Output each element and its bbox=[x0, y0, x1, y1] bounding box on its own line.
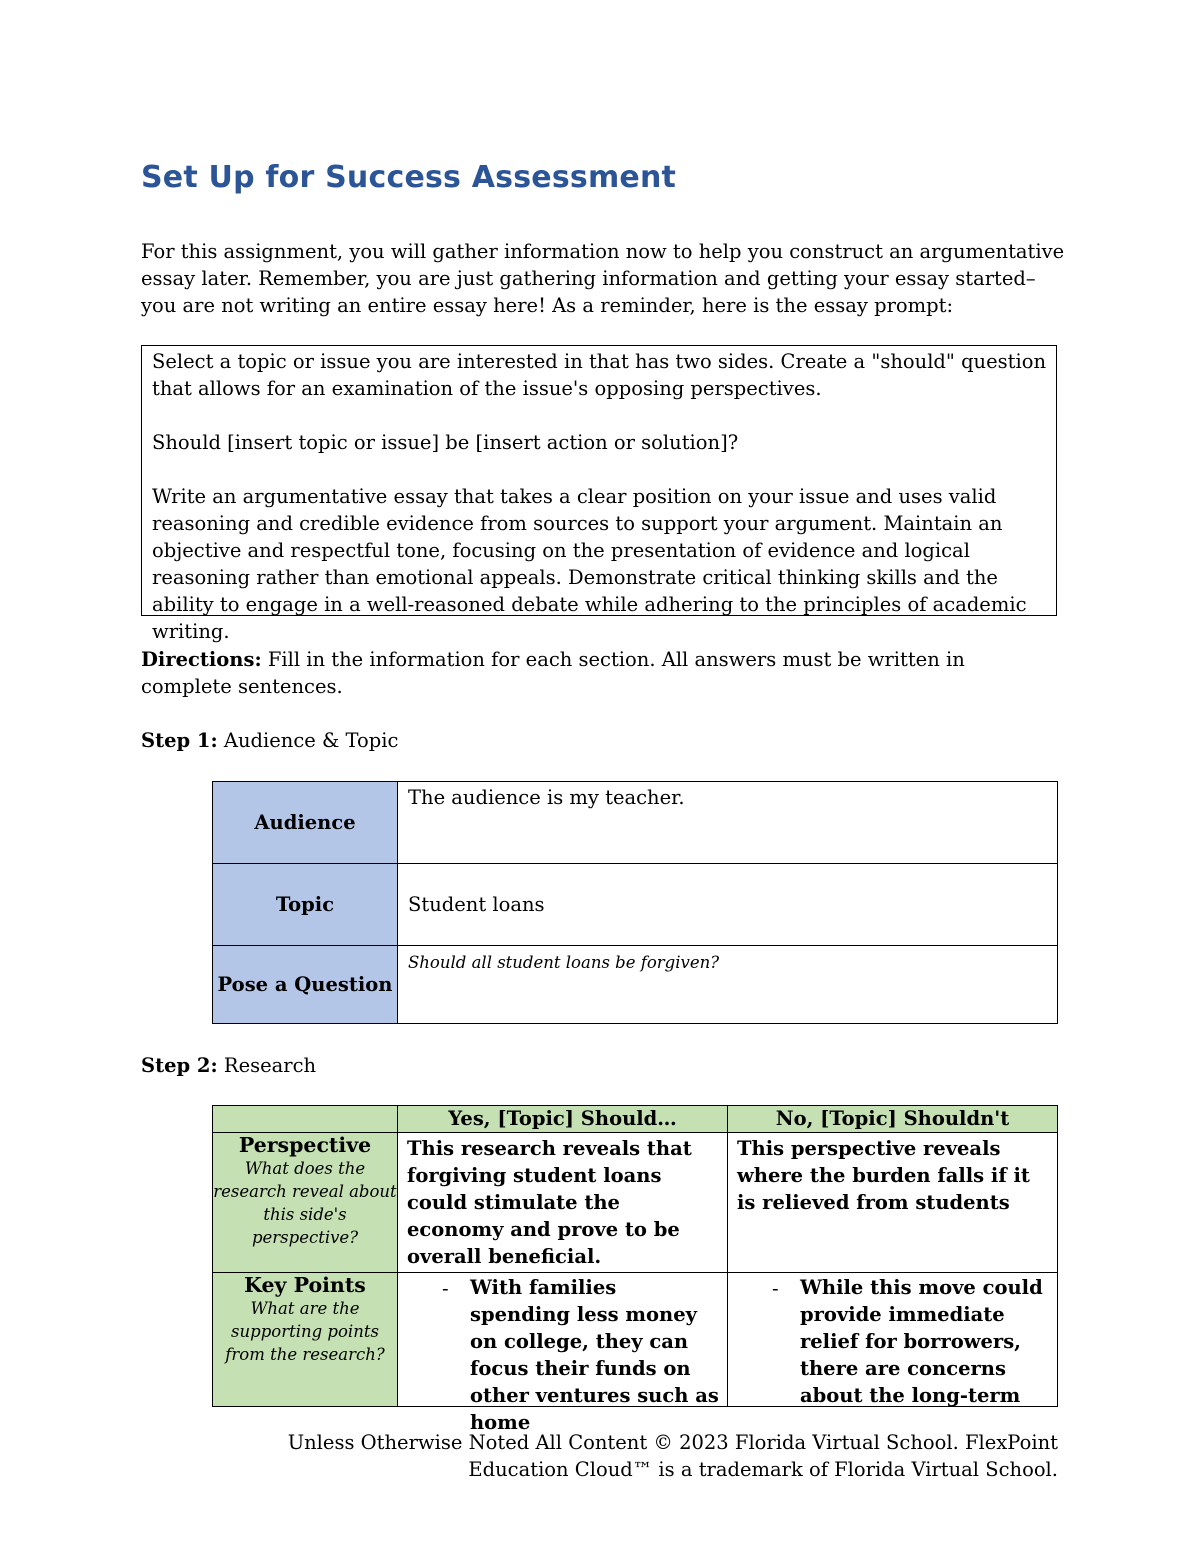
audience-label: Audience bbox=[213, 782, 398, 864]
perspective-yes-field[interactable]: This research reveals that forgiving student loans could stimulate the economy and prove to be overall beneficial. bbox=[398, 1133, 728, 1273]
key-points-subtitle: What are the supporting points from the research? bbox=[225, 1299, 385, 1364]
audience-field[interactable]: The audience is my teacher. bbox=[398, 782, 1058, 864]
bullet-dash: - bbox=[772, 1277, 779, 1300]
key-points-title: Key Points bbox=[244, 1273, 366, 1297]
header-blank-cell bbox=[213, 1106, 398, 1133]
perspective-title: Perspective bbox=[238, 1133, 372, 1157]
key-points-yes-text: With families spending less money on college, they can focus their funds on other ventures such as home bbox=[470, 1276, 719, 1434]
directions-label: Directions: bbox=[141, 648, 262, 671]
question-label: Pose a Question bbox=[213, 946, 398, 1024]
table-row-topic bbox=[213, 864, 1058, 946]
header-yes: Yes, [Topic] Should… bbox=[398, 1106, 728, 1133]
key-points-yes-field[interactable] bbox=[398, 1273, 728, 1434]
copyright-footer: Unless Otherwise Noted All Content © 2023 Florida Virtual School. FlexPoint Education Cloud™ is a trademark of Florida Virtual School. bbox=[287, 1431, 1058, 1481]
key-points-yes-item bbox=[398, 1273, 727, 1434]
perspective-row bbox=[213, 1133, 1058, 1273]
prompt-paragraph-1: Select a topic or issue you are interested in that has two sides. Create a "should" question that allows for an examination of the issue's opposing perspectives. bbox=[152, 350, 1047, 400]
step2-heading bbox=[141, 1052, 316, 1079]
topic-field[interactable]: Student loans bbox=[398, 864, 1058, 946]
perspective-subtitle: What does the research reveal about this side's perspective? bbox=[213, 1159, 397, 1247]
key-points-no-field[interactable] bbox=[728, 1273, 1058, 1407]
topic-label: Topic bbox=[213, 864, 398, 946]
header-no: No, [Topic] Shouldn't bbox=[728, 1106, 1058, 1133]
key-points-no-item bbox=[728, 1273, 1057, 1407]
key-points-no-text: While this move could provide immediate relief for borrowers, there are concerns about the long-term bbox=[800, 1276, 1043, 1407]
step2-label: Step 2: bbox=[141, 1054, 218, 1077]
research-header-row bbox=[213, 1106, 1058, 1133]
question-field[interactable] bbox=[398, 946, 1058, 1024]
step1-label: Step 1: bbox=[141, 729, 218, 752]
key-points-label-cell bbox=[213, 1273, 398, 1407]
perspective-label-cell bbox=[213, 1133, 398, 1273]
step2-text: Research bbox=[217, 1054, 317, 1077]
audience-topic-table bbox=[212, 781, 1058, 1024]
question-value: Should all student loans be forgiven? bbox=[408, 953, 720, 972]
research-table bbox=[212, 1105, 1058, 1434]
key-points-row bbox=[213, 1273, 1058, 1407]
perspective-no-field[interactable]: This perspective reveals where the burden falls if it is relieved from students bbox=[728, 1133, 1058, 1273]
table-row-question bbox=[213, 946, 1058, 1024]
essay-prompt-box bbox=[141, 345, 1057, 643]
intro-paragraph: For this assignment, you will gather information now to help you construct an argumentative essay later. Remember, you are just gathering information and getting your essay started–you are not writing an entire essay here! As a reminder, here is the essay prompt: bbox=[141, 240, 1065, 317]
page-title: Set Up for Success Assessment bbox=[141, 160, 677, 195]
bullet-dash: - bbox=[442, 1277, 449, 1300]
prompt-paragraph-3: Write an argumentative essay that takes a clear position on your issue and uses valid reasoning and credible evidence from sources to support your argument. Maintain an objective and respectful tone, focusing on the presentation of evidence and logical reasoning rather than emotional appeals. Demonstrate critical thinking skills and the ability to engage in a well-reasoned debate while adhering to the principles of academic writing. bbox=[152, 485, 1027, 643]
directions bbox=[141, 646, 1051, 700]
step1-heading bbox=[141, 727, 398, 754]
step1-text: Audience & Topic bbox=[217, 729, 399, 752]
directions-text: Fill in the information for each section. All answers must be written in complete sentences. bbox=[141, 648, 965, 698]
prompt-paragraph-2: Should [insert topic or issue] be [insert action or solution]? bbox=[152, 431, 739, 454]
table-row-audience bbox=[213, 782, 1058, 864]
